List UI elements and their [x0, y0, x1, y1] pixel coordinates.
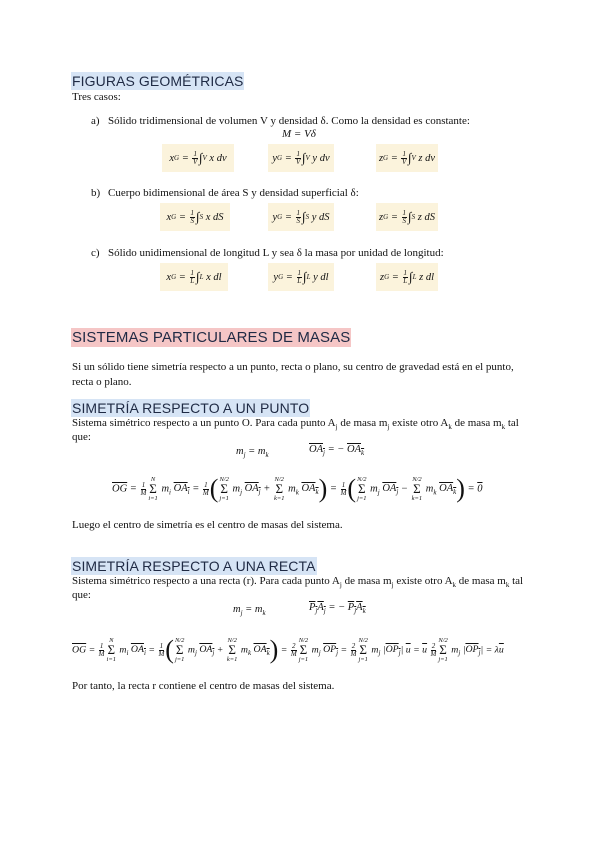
formula-zg-length: z G = $\frac{1}{L}$ ∫ L z dl — [376, 263, 438, 291]
case-a-marker: a) — [91, 115, 100, 127]
formula-xg-volume: x G = $\frac{1}{V}$ ∫ V x dv — [162, 144, 234, 172]
section-title-simetria-recta: SIMETRÍA RESPECTO A UNA RECTA — [72, 558, 316, 574]
sistemas-paragraph: Si un sólido tiene simetría respecto a un punto, recta o plano, su centro de gravedad está en el punto, recta o plano. — [72, 361, 514, 388]
case-b-marker: b) — [91, 187, 101, 199]
simetria-recta-line2: que: — [72, 589, 91, 601]
section-title-sistemas: SISTEMAS PARTICULARES DE MASAS — [72, 329, 351, 346]
equation-og-line: $\overline{OG}$ = $\frac{1}{M}$ N Σ i=1 $m_i$ $OA_i$ = $\frac{1}{M}$ ( N/2 Σ j=1 $m_j$ $OA_j$ + N/2 Σ k=1 $m_k$ $OA_k$) = $\frac{2}{M}$ N/2 Σ j=1 $m_j$ $OP_j$ = $\frac{2}{M}$ N/2 Σ j=1 $m_j$ $|OP_j|$ $\overline{u} = \overline{u}$ $\frac{2}{M}$ N/2 Σ j=1 $m_j$ $|OP_j| = \lambda\overline{u}$ — [72, 635, 504, 664]
formula-zg-surface: z G = $\frac{1}{S}$ ∫ S z dS — [376, 203, 438, 231]
case-b-text: Cuerpo bidimensional de área S y densidad superficial δ: — [108, 187, 359, 199]
equation-pa-opposite: $P_jA_j$ = − $P_jA_k$ — [309, 602, 366, 616]
formula-xg-surface: x G = $\frac{1}{S}$ ∫ S x dS — [160, 203, 230, 231]
formula-yg-length: y G = $\frac{1}{L}$ ∫ L y dl — [268, 263, 334, 291]
case-c-marker: c) — [91, 247, 100, 259]
mass-equation: M = Vδ — [282, 128, 316, 140]
section-title-figuras: FIGURAS GEOMÉTRICAS — [72, 73, 244, 89]
formula-yg-surface: y G = $\frac{1}{S}$ ∫ S y dS — [268, 203, 334, 231]
equation-mass-equal-point: $m_j = m_k$ — [236, 446, 269, 460]
equation-og-point: $\overline{OG}$ = $\frac{1}{M}$ N Σ i=1 $m_i$ $OA_i$ = $\frac{1}{M}$ ( N/2 Σ j=1 $m_j$ $OA_j$ + N/2 Σ k=1 $m_k$ $OA_k$) = $\frac{1}{M}$ ( N/2 Σ j=1 $m_j$ $OA_j$ − N/2 Σ k=1 $m_k$ $OA_k) = 0$ — [112, 474, 483, 503]
simetria-punto-line2: que: — [72, 431, 91, 443]
equation-mass-equal-line: $m_j = m_k$ — [233, 604, 266, 618]
section-title-simetria-punto: SIMETRÍA RESPECTO A UN PUNTO — [72, 400, 310, 416]
formula-zg-volume: z G = $\frac{1}{V}$ ∫ V z dv — [376, 144, 438, 172]
simetria-punto-line1: Sistema simétrico respecto a un punto O. Para cada punto $A_j$ de masa $m_j$ existe otro $A_k$ de masa $m_k$ tal — [72, 417, 519, 432]
simetria-recta-conclusion: Por tanto, la recta r contiene el centro de masas del sistema. — [72, 680, 335, 692]
simetria-recta-line1: Sistema simétrico respecto a una recta (r). Para cada punto $A_j$ de masa $m_j$ existe otro $A_k$ de masa $m_k$ tal — [72, 575, 524, 590]
case-a-text: Sólido tridimensional de volumen V y densidad δ. Como la densidad es constante: — [108, 115, 470, 127]
equation-oa-opposite: $OA_j$ = − $OA_k$ — [309, 444, 365, 458]
intro-text: Tres casos: — [72, 91, 121, 103]
simetria-punto-conclusion: Luego el centro de simetría es el centro de masas del sistema. — [72, 519, 343, 531]
case-c-text: Sólido unidimensional de longitud L y sea δ la masa por unidad de longitud: — [108, 247, 444, 259]
formula-yg-volume: y G = $\frac{1}{V}$ ∫ V y dv — [268, 144, 334, 172]
formula-xg-length: x G = $\frac{1}{L}$ ∫ L x dl — [160, 263, 228, 291]
